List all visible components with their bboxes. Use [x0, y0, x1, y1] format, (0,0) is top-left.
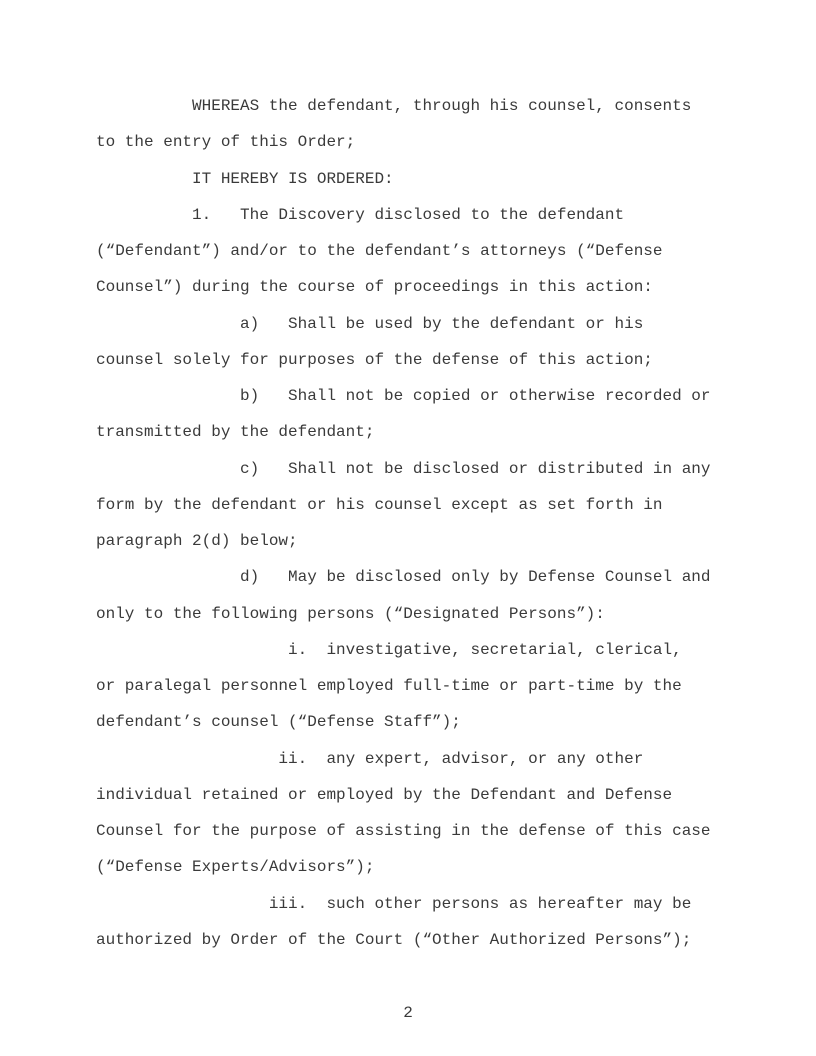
document-line: authorized by Order of the Court (“Other Authorized Persons”);	[96, 930, 692, 949]
document-line: paragraph 2(d) below;	[96, 532, 298, 550]
document-line: individual retained or employed by the Defendant and Defense	[96, 785, 673, 804]
document-line: d) May be disclosed only by Defense Counsel and	[96, 568, 711, 587]
document-line: counsel solely for purposes of the defense of this action;	[96, 350, 653, 369]
document-line: i. investigative, secretarial, clerical,	[96, 640, 682, 659]
document-line: only to the following persons (“Designated Persons”):	[96, 604, 605, 623]
document-line: or paralegal personnel employed full-time or part-time by the	[96, 677, 682, 695]
document-line: Counsel”) during the course of proceedings in this action:	[96, 278, 653, 297]
document-line: ii. any expert, advisor, or any other	[96, 749, 644, 768]
document-line: Counsel for the purpose of assisting in the defense of this case	[96, 822, 711, 840]
document-line: transmitted by the defendant;	[96, 423, 375, 442]
document-body	[96, 88, 756, 958]
document-line: iii. such other persons as hereafter may be	[96, 894, 692, 913]
document-line: IT HEREBY IS ORDERED:	[96, 169, 394, 188]
document-line: (“Defendant”) and/or to the defendant’s attorneys (“Defense	[96, 242, 663, 260]
page-number: 2	[403, 1004, 413, 1022]
document-line: c) Shall not be disclosed or distributed in any	[96, 459, 711, 478]
document-line: defendant’s counsel (“Defense Staff”);	[96, 713, 461, 732]
document-line: form by the defendant or his counsel except as set forth in	[96, 495, 663, 514]
document-line: (“Defense Experts/Advisors”);	[96, 858, 375, 877]
document-line: to the entry of this Order;	[96, 133, 356, 152]
document-line: b) Shall not be copied or otherwise recorded or	[96, 387, 711, 405]
document-line: a) Shall be used by the defendant or his	[96, 314, 644, 333]
document-line: 1. The Discovery disclosed to the defendant	[96, 205, 625, 224]
document-line: WHEREAS the defendant, through his counsel, consents	[96, 97, 692, 115]
